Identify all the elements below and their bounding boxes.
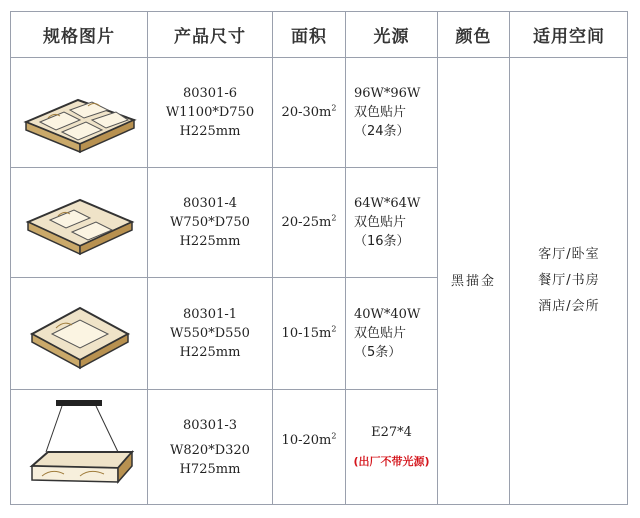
light-cell-4 (346, 390, 437, 504)
size-cell-2 (148, 168, 272, 277)
light-cell-1 (346, 58, 437, 167)
light-type: 双色贴片 (354, 215, 407, 230)
light-count: （5条） (354, 345, 402, 360)
area-value: 10-15m (281, 326, 332, 341)
size-cell-1 (148, 58, 272, 167)
header-size: 产品尺寸 (174, 27, 246, 47)
light-power: 64W*64W (354, 196, 421, 211)
area-unit-sup: 2 (331, 324, 337, 334)
model-number: 80301-1 (182, 307, 238, 322)
header-space: 适用空间 (533, 27, 605, 47)
color-value: 黑描金 (450, 273, 496, 289)
light-cell-3 (346, 278, 437, 389)
header-area: 面积 (291, 27, 327, 47)
color-cell (438, 58, 509, 504)
space-cell (510, 58, 628, 504)
dimensions: W750*D750 (170, 215, 250, 230)
area-cell-3 (273, 278, 345, 389)
area-cell-4 (273, 390, 345, 490)
area-unit-sup: 2 (331, 431, 337, 441)
height: H225mm (179, 234, 241, 249)
light-power: 96W*96W (354, 86, 421, 101)
height: H725mm (179, 461, 241, 477)
header-spec-image: 规格图片 (43, 27, 115, 47)
header-color: 颜色 (455, 27, 492, 47)
size-cell-3 (148, 278, 272, 389)
area-value: 20-30m (281, 105, 332, 120)
dimensions: W550*D550 (170, 326, 250, 341)
model-number: 80301-3 (182, 417, 238, 433)
light-cell-2 (346, 168, 437, 277)
area-unit-sup: 2 (331, 213, 337, 223)
light-type: 双色贴片 (354, 326, 407, 341)
area-value: 10-20m (281, 432, 332, 448)
light-count: （24条） (354, 124, 410, 139)
light-power: 40W*40W (354, 307, 421, 322)
dimensions: W820*D320 (170, 442, 250, 458)
area-cell-2 (273, 168, 345, 277)
lamp-image-80301-4 (18, 182, 140, 264)
space-item: 客厅/卧室 (538, 247, 600, 262)
area-cell-1 (273, 58, 345, 167)
space-item: 酒店/会所 (538, 299, 600, 314)
area-value: 20-25m (281, 215, 332, 230)
height: H225mm (179, 345, 241, 360)
size-cell-4 (148, 390, 272, 504)
lamp-image-80301-3 (28, 396, 136, 496)
light-type: 双色贴片 (354, 105, 407, 120)
space-item: 餐厅/书房 (538, 273, 600, 288)
area-unit-sup: 2 (331, 103, 337, 113)
model-number: 80301-6 (182, 86, 238, 101)
light-power: E27*4 (371, 425, 412, 440)
lamp-image-80301-1 (26, 292, 134, 374)
height: H225mm (179, 124, 241, 139)
dimensions: W1100*D750 (165, 105, 255, 120)
model-number: 80301-4 (182, 196, 238, 211)
lamp-image-80301-6 (18, 70, 140, 160)
header-light: 光源 (373, 27, 410, 47)
light-note: (出厂不带光源) (353, 455, 430, 468)
light-count: （16条） (354, 234, 410, 249)
